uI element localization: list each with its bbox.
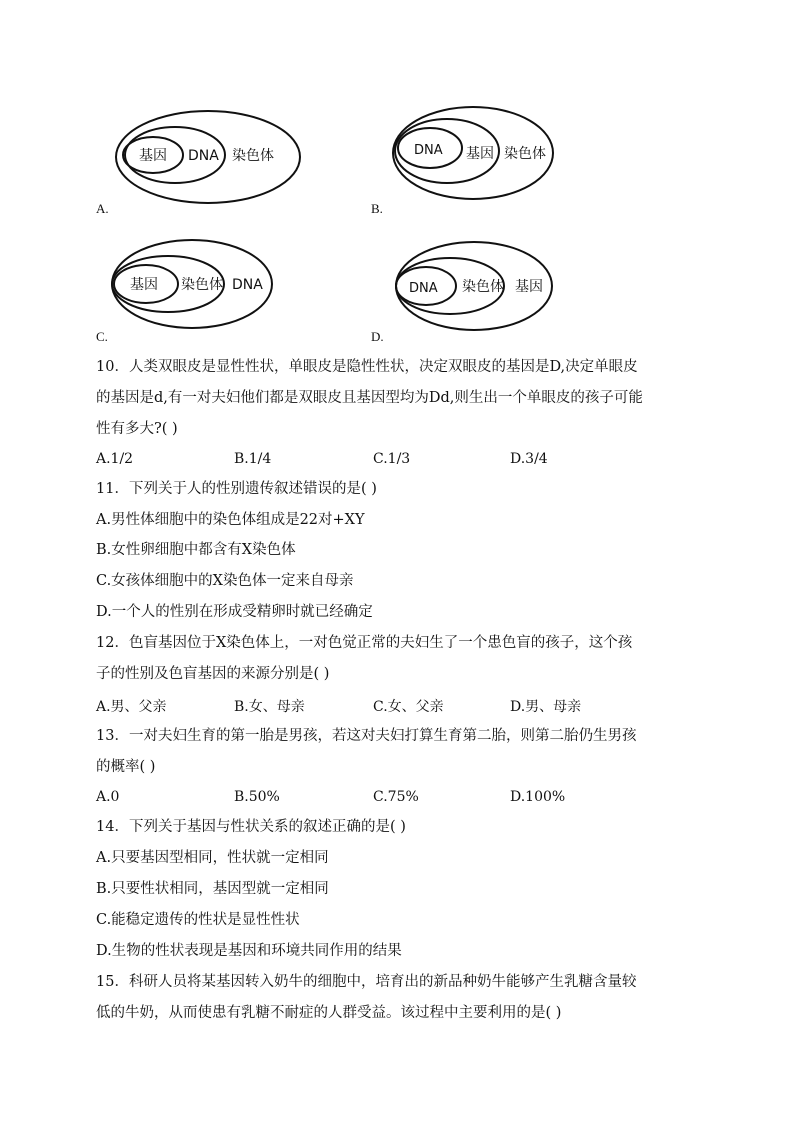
q10-stem-line-2: 的基因是d,有一对夫妇他们都是双眼皮且基因型均为Dd,则生出一个单眼皮的孩子可能 (96, 390, 643, 406)
q10-option-c: C.1/3 (373, 451, 411, 467)
q12-option-d: D.男、母亲 (510, 699, 582, 715)
inner-label: DNA (409, 281, 438, 296)
q11-option-b: B.女性卵细胞中都含有X染色体 (96, 542, 296, 558)
q13-options (96, 789, 696, 807)
q13-stem-line-1: 13．一对夫妇生育的第一胎是男孩，若这对夫妇打算生育第二胎，则第二胎仍生男孩 (96, 728, 637, 744)
q12-option-a: A.男、父亲 (96, 699, 167, 715)
q13-stem-line-2: 的概率( ) (96, 759, 156, 775)
q14-option-b: B.只要性状相同，基因型就一定相同 (96, 881, 329, 897)
q14-option-d: D.生物的性状表现是基因和环境共同作用的结果 (96, 943, 402, 959)
outer-label: 染色体 (504, 146, 546, 162)
q12-options (96, 696, 696, 714)
q10-stem-line-1: 10．人类双眼皮是显性性状，单眼皮是隐性性状，决定双眼皮的基因是D,决定单眼皮 (96, 359, 638, 375)
diagram-option-a (110, 110, 320, 210)
inner-label: 基因 (139, 148, 167, 164)
nested-ellipses-c (108, 236, 318, 336)
q13-option-b: B.50% (234, 789, 280, 805)
diagram-option-d (393, 236, 603, 336)
inner-label: 基因 (130, 277, 158, 293)
diagram-option-c (108, 236, 318, 336)
diagram-option-b-letter: B. (371, 201, 383, 216)
q10-options (96, 451, 696, 469)
outer-label: DNA (232, 277, 263, 293)
middle-label: DNA (188, 148, 219, 164)
q12-stem-line-2: 子的性别及色盲基因的来源分别是( ) (96, 666, 330, 682)
q12-option-b: B.女、母亲 (234, 699, 305, 715)
q14-option-a: A.只要基因型相同，性状就一定相同 (96, 850, 329, 866)
q11-option-c: C.女孩体细胞中的X染色体一定来自母亲 (96, 573, 354, 589)
q11-option-a: A.男性体细胞中的染色体组成是22对+XY (96, 512, 365, 528)
outer-label: 基因 (515, 279, 543, 295)
q10-option-a: A.1/2 (96, 451, 134, 467)
q10-stem-line-3: 性有多大?( ) (96, 421, 178, 437)
q13-option-c: C.75% (373, 789, 419, 805)
nested-ellipses-d (393, 236, 603, 336)
outer-label: 染色体 (232, 148, 274, 164)
q14-stem: 14．下列关于基因与性状关系的叙述正确的是( ) (96, 819, 406, 835)
q15-stem-line-1: 15．科研人员将某基因转入奶牛的细胞中，培育出的新品种奶牛能够产生乳糖含量较 (96, 974, 637, 990)
q15-stem-line-2: 低的牛奶，从而使患有乳糖不耐症的人群受益。该过程中主要利用的是( ) (96, 1005, 562, 1021)
q12-stem-line-1: 12．色盲基因位于X染色体上，一对色觉正常的夫妇生了一个患色盲的孩子，这个孩 (96, 635, 633, 651)
diagram-option-c-letter: C. (96, 329, 108, 344)
diagram-option-b (390, 106, 600, 206)
middle-label: 基因 (466, 146, 494, 162)
middle-label: 染色体 (181, 277, 223, 293)
q11-option-d: D.一个人的性别在形成受精卵时就已经确定 (96, 604, 373, 620)
nested-ellipses-b (390, 106, 600, 206)
q14-option-c: C.能稳定遗传的性状是显性性状 (96, 912, 300, 928)
q12-option-c: C.女、父亲 (373, 699, 444, 715)
diagram-option-d-letter: D. (371, 329, 384, 344)
nested-ellipses-a (110, 110, 320, 210)
q10-option-b: B.1/4 (234, 451, 272, 467)
q11-stem: 11．下列关于人的性别遗传叙述错误的是( ) (96, 481, 377, 497)
q10-option-d: D.3/4 (510, 451, 548, 467)
inner-label: DNA (414, 143, 443, 158)
diagram-option-a-letter: A. (96, 201, 109, 216)
middle-label: 染色体 (462, 279, 504, 295)
q13-option-d: D.100% (510, 789, 566, 805)
q13-option-a: A.0 (96, 789, 120, 805)
